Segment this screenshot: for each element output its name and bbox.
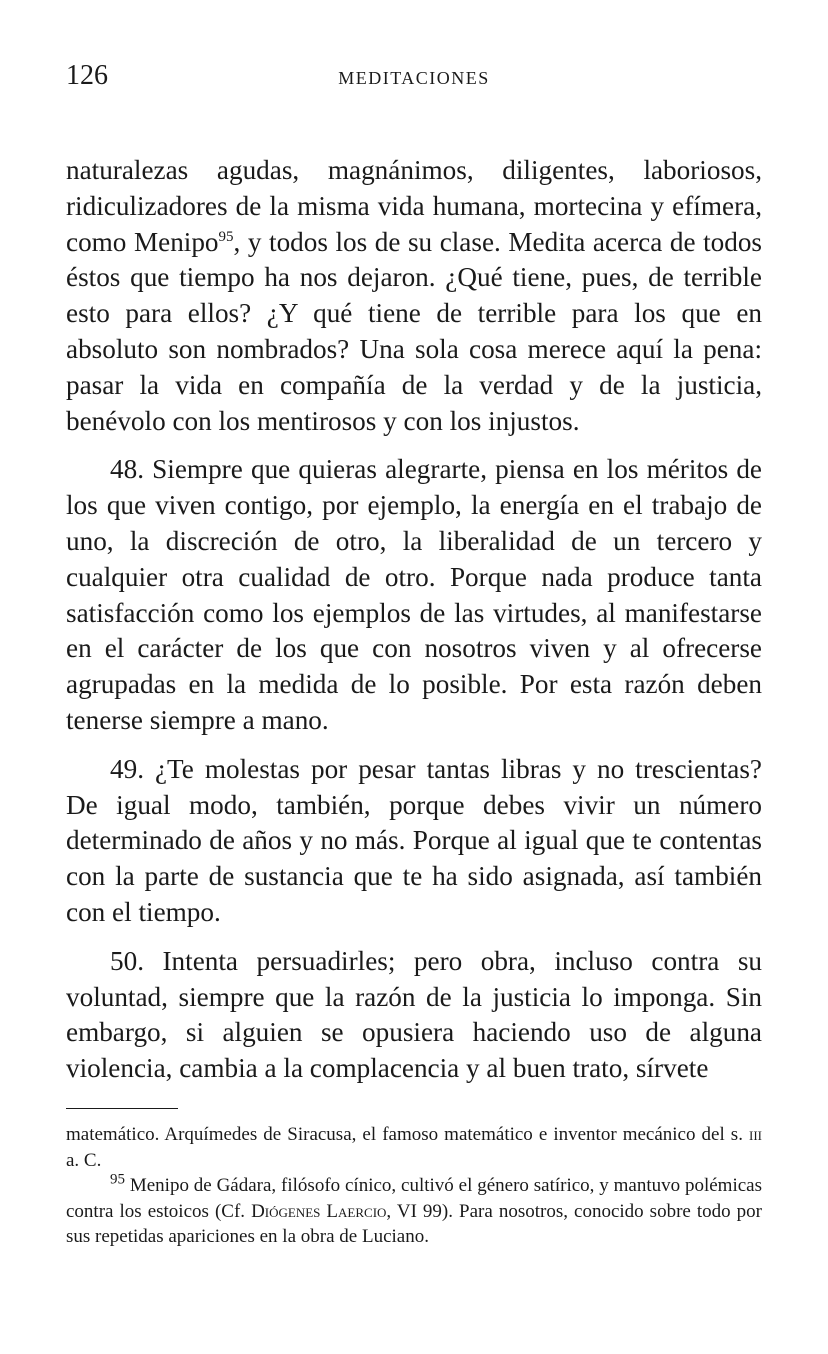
footnote-continuation	[66, 1122, 762, 1173]
footnote-text: matemático. Arquímedes de Siracusa, el famoso matemático e inventor mecánico del s.	[66, 1124, 749, 1145]
paragraph-49: 49. ¿Te molestas por pesar tantas libras y no trescientas? De igual modo, también, porque debes vivir un número determinado de años y no más. Porque al igual que te contentas con la parte de sustancia que te ha sido asignada, así también con el tiempo.	[66, 753, 762, 927]
paragraph-50: 50. Intenta persuadirles; pero obra, incluso contra su voluntad, siempre que la razón de la justicia lo imponga. Sin embargo, si alguien se opusiera haciendo uso de alguna violencia, cambia a la complacencia y al buen trato, sírvete	[66, 945, 762, 1084]
century-numeral: iii	[749, 1124, 762, 1145]
footnote-marker: 95	[110, 1171, 125, 1188]
main-text	[66, 153, 762, 1087]
footnote-text: , VI 99). Para nosotros, conocido sobre todo por sus repetidas apariciones en la obra de Luciano.	[66, 1200, 763, 1248]
paragraph-continuation	[66, 153, 762, 439]
footnotes	[66, 1122, 762, 1250]
footnote-95	[66, 1173, 762, 1250]
footnote-text: Menipo de Gádara, filósofo cínico, cultivó el género satírico, y mantuvo polémicas contra los estoicos (Cf.	[66, 1175, 762, 1222]
cited-author: Diógenes Laercio	[251, 1200, 387, 1222]
footnote-text: a. C.	[66, 1149, 102, 1171]
running-title: MEDITACIONES	[338, 68, 490, 88]
page-number: 126	[66, 60, 108, 91]
page-header	[66, 60, 762, 100]
paragraph-text: naturalezas agudas, magnánimos, diligentes, laboriosos, ridiculizadores de la misma vida humana, mortecina y efímera, como Menipo	[66, 155, 762, 257]
footnote-reference: 95	[218, 228, 234, 245]
paragraph-text: , y todos los de su clase. Medita acerca de todos éstos que tiempo ha nos dejaron. ¿Qué tiene, pues, de terrible esto para ellos? ¿Y qué tiene de terrible para los que en absoluto son nombrados? Una sola cosa merece aquí la pena: pasar la vida en compañía de la verdad y de la justicia, benévolo con los mentirosos y con los injustos.	[66, 226, 762, 436]
footnote-separator	[66, 1108, 178, 1109]
paragraph-48: 48. Siempre que quieras alegrarte, piensa en los méritos de los que viven contigo, por ejemplo, la energía en el trabajo de uno, la discreción de otro, la liberalidad de un tercero y cualquier otra cualidad de otro. Porque nada produce tanta satisfacción como los ejemplos de las virtudes, al manifestarse en el carácter de los que con nosotros viven y al ofrecerse agrupadas en la medida de lo posible. Por esta razón deben tenerse siempre a mano.	[66, 454, 762, 735]
